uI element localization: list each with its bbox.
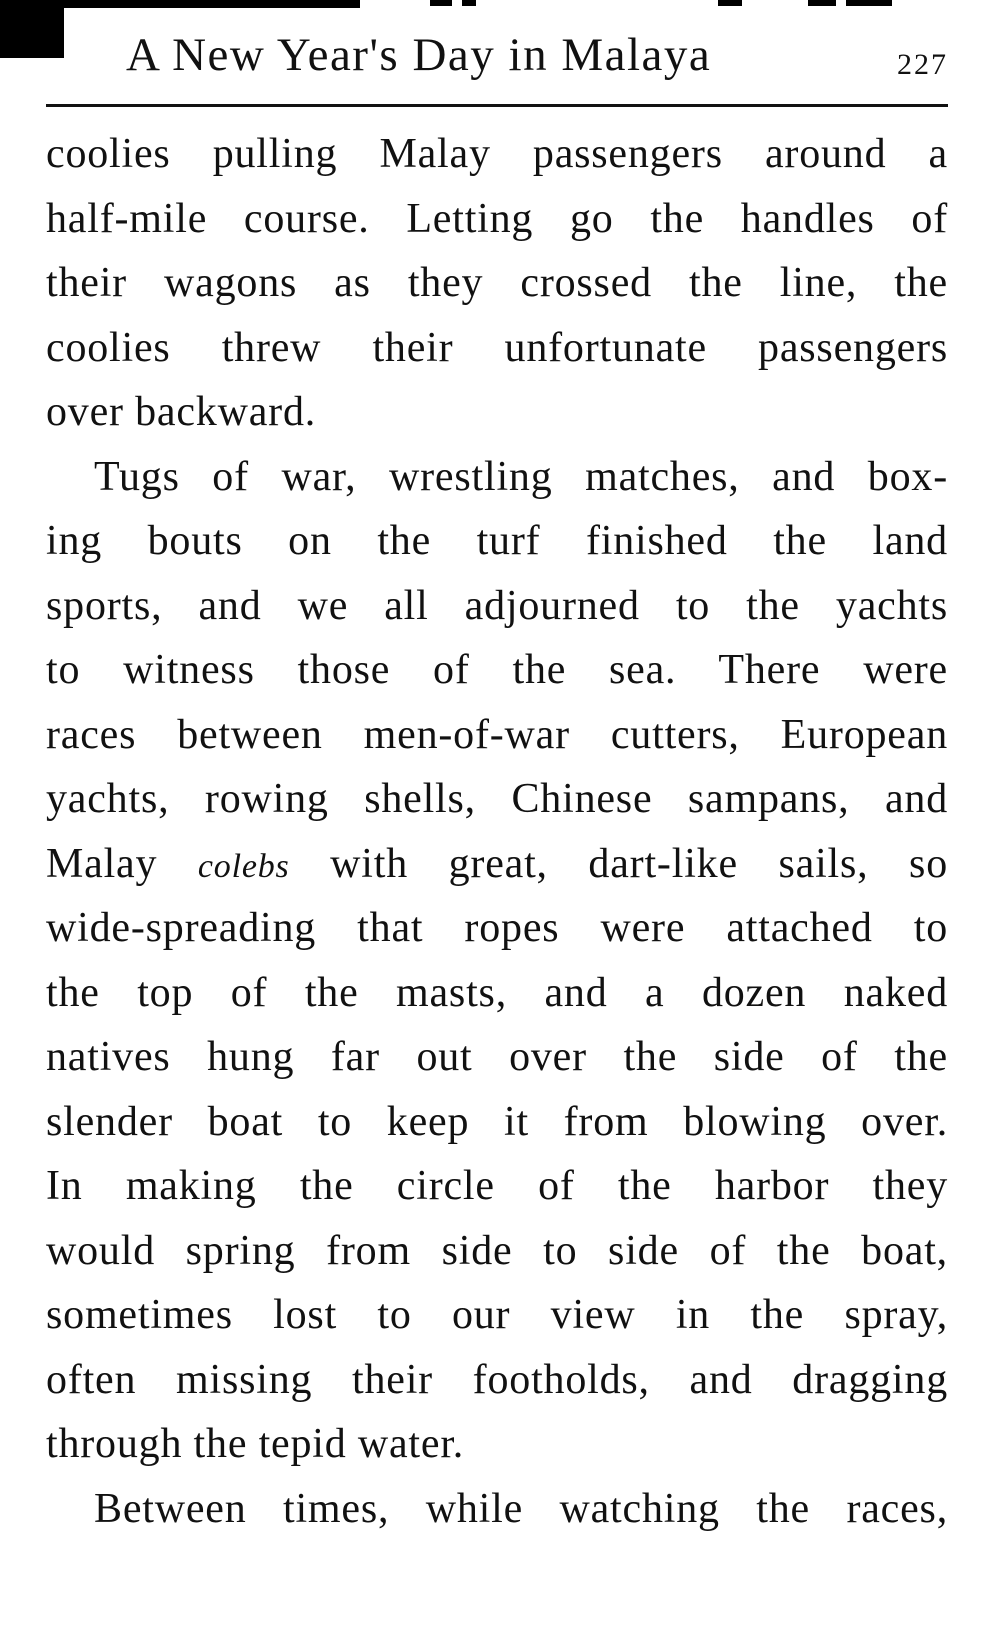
text-line: to witness those of the sea. There were bbox=[46, 647, 948, 693]
text-line: over backward. bbox=[46, 389, 317, 435]
text-run: Malay bbox=[46, 840, 198, 887]
text-line: half-mile course. Letting go the handles of bbox=[46, 195, 948, 242]
text-line: yachts, rowing shells, Chinese sampans, and bbox=[46, 776, 948, 822]
scan-speck bbox=[462, 0, 476, 6]
running-head bbox=[46, 28, 948, 98]
body-text bbox=[46, 122, 948, 1541]
paragraph-3 bbox=[46, 1477, 948, 1542]
text-line: In making the circle of the harbor they bbox=[46, 1163, 948, 1209]
text-run: with great, dart-like sails, so bbox=[289, 840, 948, 887]
paragraph-1 bbox=[46, 122, 948, 445]
scan-speck bbox=[430, 0, 452, 6]
text-line: sometimes lost to our view in the spray, bbox=[46, 1292, 948, 1338]
text-line: sports, and we all adjourned to the yachts bbox=[46, 582, 948, 629]
scan-speck bbox=[846, 0, 892, 6]
text-line: slender boat to keep it from blowing over. bbox=[46, 1098, 948, 1145]
text-line: often missing their footholds, and dragging bbox=[46, 1356, 948, 1403]
scan-edge-bar bbox=[64, 0, 360, 8]
scan-speck bbox=[808, 0, 836, 6]
running-head-title: A New Year's Day in Malaya bbox=[126, 29, 712, 81]
text-line: their wagons as they crossed the line, the bbox=[46, 260, 948, 306]
text-line: ing bouts on the turf finished the land bbox=[46, 518, 948, 564]
text-line-with-italic bbox=[46, 832, 948, 897]
header-rule bbox=[46, 104, 948, 107]
text-line: would spring from side to side of the boat, bbox=[46, 1227, 948, 1274]
text-line: through the tepid water. bbox=[46, 1421, 465, 1467]
text-line: coolies pulling Malay passengers around a bbox=[46, 131, 948, 177]
text-line: natives hung far out over the side of the bbox=[46, 1034, 948, 1080]
text-line: Tugs of war, wrestling matches, and box- bbox=[94, 453, 948, 500]
text-line: races between men-of-war cutters, European bbox=[46, 711, 948, 758]
text-line: the top of the masts, and a dozen naked bbox=[46, 969, 948, 1016]
text-line: coolies threw their unfortunate passengers bbox=[46, 324, 948, 371]
text-line: wide-spreading that ropes were attached to bbox=[46, 905, 948, 951]
italic-word: colebs bbox=[197, 847, 290, 885]
paragraph-2 bbox=[46, 445, 948, 1477]
page-number: 227 bbox=[897, 48, 948, 81]
text-line: Between times, while watching the races, bbox=[94, 1485, 948, 1532]
scan-speck bbox=[718, 0, 742, 6]
